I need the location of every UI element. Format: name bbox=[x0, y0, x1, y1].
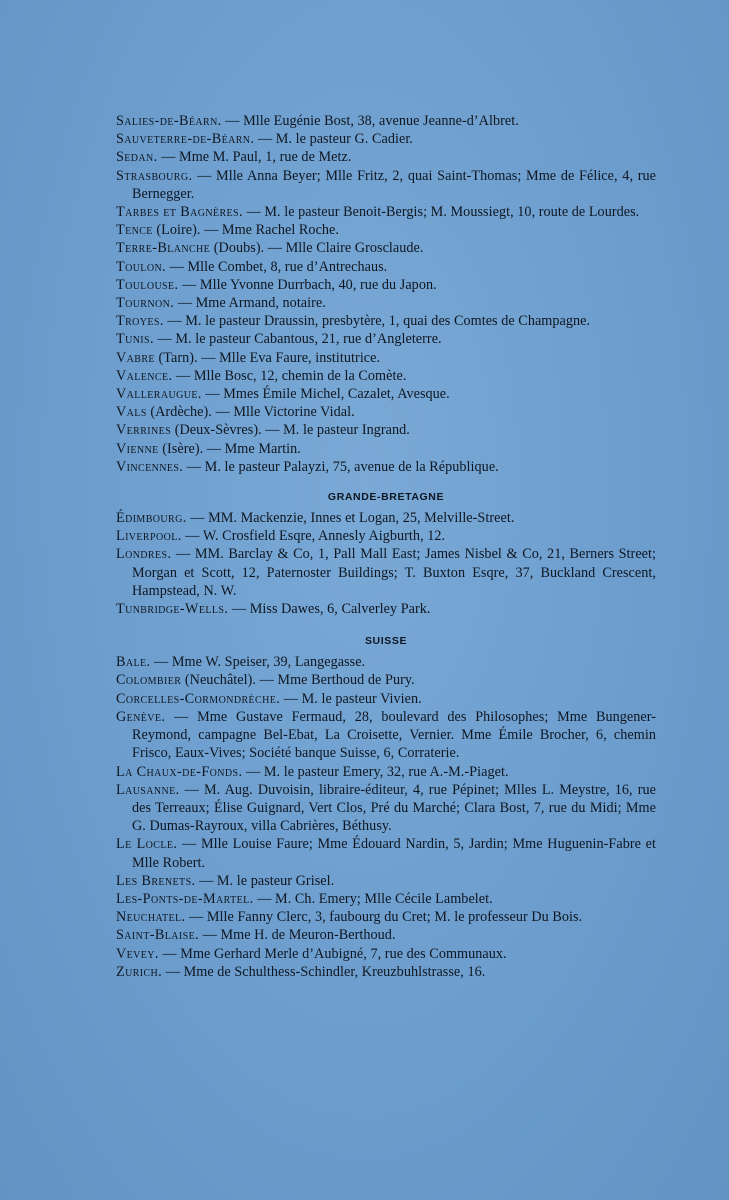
address-entry bbox=[116, 312, 656, 330]
place-name: Salies-de-Béarn. bbox=[116, 113, 222, 129]
entry-text: — M. le pasteur Vivien. bbox=[280, 690, 422, 707]
place-name: Tarbes et Bagnères. bbox=[116, 204, 243, 221]
address-entry bbox=[116, 600, 656, 618]
address-entry bbox=[116, 458, 656, 476]
place-name: Bale. bbox=[116, 654, 151, 671]
place-name: Valleraugue. bbox=[116, 386, 202, 403]
place-name: Tence bbox=[116, 222, 153, 239]
place-name: Troyes. bbox=[116, 313, 164, 330]
address-entry bbox=[116, 671, 656, 689]
entry-text: — Mlle Anna Beyer; Mlle Fritz, 2, quai Saint-Thomas; Mme de Félice, 4, rue Bernegger. bbox=[132, 167, 656, 202]
entry-text: — Mme H. de Meuron-Berthoud. bbox=[199, 927, 396, 944]
address-entry bbox=[116, 781, 656, 836]
place-name: Neuchatel. bbox=[116, 909, 186, 926]
entry-text: (Doubs). — Mlle Claire Grosclaude. bbox=[210, 240, 424, 257]
entry-text: — M. le pasteur Benoit-Bergis; M. Moussiegt, 10, route de Lourdes. bbox=[242, 204, 640, 221]
address-entry bbox=[116, 167, 656, 203]
address-list bbox=[116, 112, 656, 981]
address-entry bbox=[116, 367, 656, 385]
place-name: Le Locle. bbox=[116, 836, 178, 853]
grande-bretagne-section bbox=[116, 509, 656, 618]
address-entry bbox=[116, 527, 656, 545]
place-name: Zurich. bbox=[116, 963, 163, 980]
address-entry bbox=[116, 690, 656, 708]
place-name: Terre-Blanche bbox=[116, 240, 211, 257]
place-name: Toulon. bbox=[116, 258, 167, 275]
address-entry bbox=[116, 385, 656, 403]
place-name: Saint-Blaise. bbox=[116, 927, 200, 944]
section-heading-suisse: SUISSE bbox=[364, 635, 408, 648]
entry-text: — MM. Barclay & Co, 1, Pall Mall East; James Nisbel & Co, 21, Berners Street; Morgan et Scott, 12, Paternoster Buildings; T. Buxton Esqre, 37, Buckland Crescent, Hampstead, N. W. bbox=[132, 546, 656, 599]
address-entry bbox=[116, 509, 656, 527]
france-section bbox=[116, 112, 656, 476]
entry-text: — M. Ch. Emery; Mlle Cécile Lambelet. bbox=[253, 890, 493, 907]
address-entry bbox=[116, 148, 656, 166]
address-entry bbox=[116, 294, 656, 312]
place-name: Lausanne. bbox=[116, 781, 180, 798]
place-name: Sauveterre-de-Béarn. bbox=[116, 131, 255, 148]
entry-text: — Mme M. Paul, 1, rue de Metz. bbox=[157, 149, 352, 166]
place-name: Toulouse. bbox=[116, 276, 179, 293]
place-name: La Chaux-de-Fonds. bbox=[116, 763, 243, 780]
place-name: Vevey. bbox=[116, 945, 159, 962]
address-entry bbox=[116, 963, 656, 981]
address-entry bbox=[116, 112, 656, 130]
entry-text: (Ardèche). — Mlle Victorine Vidal. bbox=[146, 404, 355, 421]
entry-text: — M. Aug. Duvoisin, libraire-éditeur, 4, rue Pépinet; Mlles L. Meystre, 16, rue des Terreaux; Élise Guignard, Vert Clos, Pré du Marché; Clara Bost, 7, rue du Midi; Mme G. Dumas-Rayroux, villa Cabrières, Béthusy. bbox=[132, 781, 656, 835]
address-entry bbox=[116, 349, 656, 367]
section-heading-grande-bretagne: GRANDE-BRETAGNE bbox=[327, 491, 445, 504]
address-entry bbox=[116, 708, 656, 763]
entry-text: — Miss Dawes, 6, Calverley Park. bbox=[228, 601, 431, 618]
entry-text: — Mlle Combet, 8, rue d’Antrechaus. bbox=[166, 258, 388, 275]
place-name: Édimbourg. bbox=[116, 510, 187, 527]
entry-text: — Mlle Yvonne Durrbach, 40, rue du Japon. bbox=[178, 276, 437, 293]
suisse-section bbox=[116, 653, 656, 981]
entry-text: (Deux-Sèvres). — M. le pasteur Ingrand. bbox=[171, 422, 410, 439]
place-name: Londres. bbox=[116, 546, 172, 563]
entry-text: — MM. Mackenzie, Innes et Logan, 25, Melville-Street. bbox=[186, 510, 515, 527]
address-entry bbox=[116, 872, 656, 890]
address-entry bbox=[116, 403, 656, 421]
entry-text: — M. le pasteur Draussin, presbytère, 1, quai des Comtes de Champagne. bbox=[163, 313, 591, 330]
entry-text: — M. le pasteur G. Cadier. bbox=[254, 131, 413, 148]
entry-text: — Mme Gustave Fermaud, 28, boulevard des Philosophes; Mme Bungener-Reymond, campagne Bel-Ebat, La Croisette, Vernier. Mme Émile Brocher, 6, chemin Frisco, Eaux-Vives; Société banque Suisse, 6, Corraterie. bbox=[132, 708, 656, 762]
address-entry bbox=[116, 908, 656, 926]
address-entry bbox=[116, 890, 656, 908]
place-name: Strasbourg. bbox=[116, 167, 193, 184]
place-name: Genève. bbox=[116, 708, 166, 725]
address-entry bbox=[116, 945, 656, 963]
place-name: Vals bbox=[116, 404, 147, 421]
entry-text: — Mme Gerhard Merle d’Aubigné, 7, rue des Communaux. bbox=[158, 945, 507, 962]
address-entry bbox=[116, 258, 656, 276]
place-name: Vincennes. bbox=[116, 458, 184, 475]
place-name: Vienne bbox=[116, 440, 159, 457]
address-entry bbox=[116, 239, 656, 257]
entry-text: — M. le pasteur Cabantous, 21, rue d’Angleterre. bbox=[153, 331, 442, 348]
entry-text: (Loire). — Mme Rachel Roche. bbox=[152, 222, 340, 239]
entry-text: (Tarn). — Mlle Eva Faure, institutrice. bbox=[154, 349, 381, 366]
place-name: Corcelles-Cormondrèche. bbox=[116, 690, 281, 707]
place-name: Les Brenets. bbox=[116, 872, 196, 889]
entry-text: — Mlle Bosc, 12, chemin de la Comète. bbox=[172, 367, 407, 384]
address-entry bbox=[116, 221, 656, 239]
entry-text: — Mlle Fanny Clerc, 3, faubourg du Cret; M. le professeur Du Bois. bbox=[185, 909, 583, 926]
address-entry bbox=[116, 330, 656, 348]
entry-text: — M. le pasteur Grisel. bbox=[195, 872, 335, 889]
entry-text: — Mlle Louise Faure; Mme Édouard Nardin, 5, Jardin; Mme Huguenin-Fabre et Mlle Robert. bbox=[132, 836, 656, 871]
place-name: Tunbridge-Wells. bbox=[116, 601, 229, 618]
entry-text: — M. le pasteur Palayzi, 75, avenue de la République. bbox=[183, 458, 499, 475]
place-name: Sedan. bbox=[116, 149, 158, 166]
entry-text: — Mlle Eugénie Bost, 38, avenue Jeanne-d’Albret. bbox=[221, 113, 519, 129]
place-name: Liverpool. bbox=[116, 528, 182, 545]
address-entry bbox=[116, 421, 656, 439]
entry-text: (Neuchâtel). — Mme Berthoud de Pury. bbox=[181, 672, 415, 689]
address-entry bbox=[116, 835, 656, 871]
entry-text: — Mmes Émile Michel, Cazalet, Avesque. bbox=[201, 386, 450, 403]
address-entry bbox=[116, 545, 656, 600]
address-entry bbox=[116, 203, 656, 221]
place-name: Verrines bbox=[116, 422, 172, 439]
address-entry bbox=[116, 926, 656, 944]
place-name: Les-Ponts-de-Martel. bbox=[116, 890, 254, 907]
entry-text: — M. le pasteur Emery, 32, rue A.-M.-Piaget. bbox=[242, 763, 509, 780]
entry-text: — Mme W. Speiser, 39, Langegasse. bbox=[150, 654, 366, 671]
entry-text: — Mme de Schulthess-Schindler, Kreuzbuhlstrasse, 16. bbox=[162, 963, 486, 980]
place-name: Tunis. bbox=[116, 331, 154, 348]
place-name: Tournon. bbox=[116, 295, 175, 312]
place-name: Vabre bbox=[116, 349, 155, 366]
place-name: Valence. bbox=[116, 367, 173, 384]
entry-text: (Isère). — Mme Martin. bbox=[158, 440, 301, 457]
entry-text: — Mme Armand, notaire. bbox=[174, 295, 326, 312]
address-entry bbox=[116, 276, 656, 294]
address-entry bbox=[116, 653, 656, 671]
place-name: Colombier bbox=[116, 672, 182, 689]
entry-text: — W. Crosfield Esqre, Annesly Aigburth, 12. bbox=[181, 528, 446, 545]
address-entry bbox=[116, 130, 656, 148]
address-entry bbox=[116, 763, 656, 781]
address-entry bbox=[116, 440, 656, 458]
